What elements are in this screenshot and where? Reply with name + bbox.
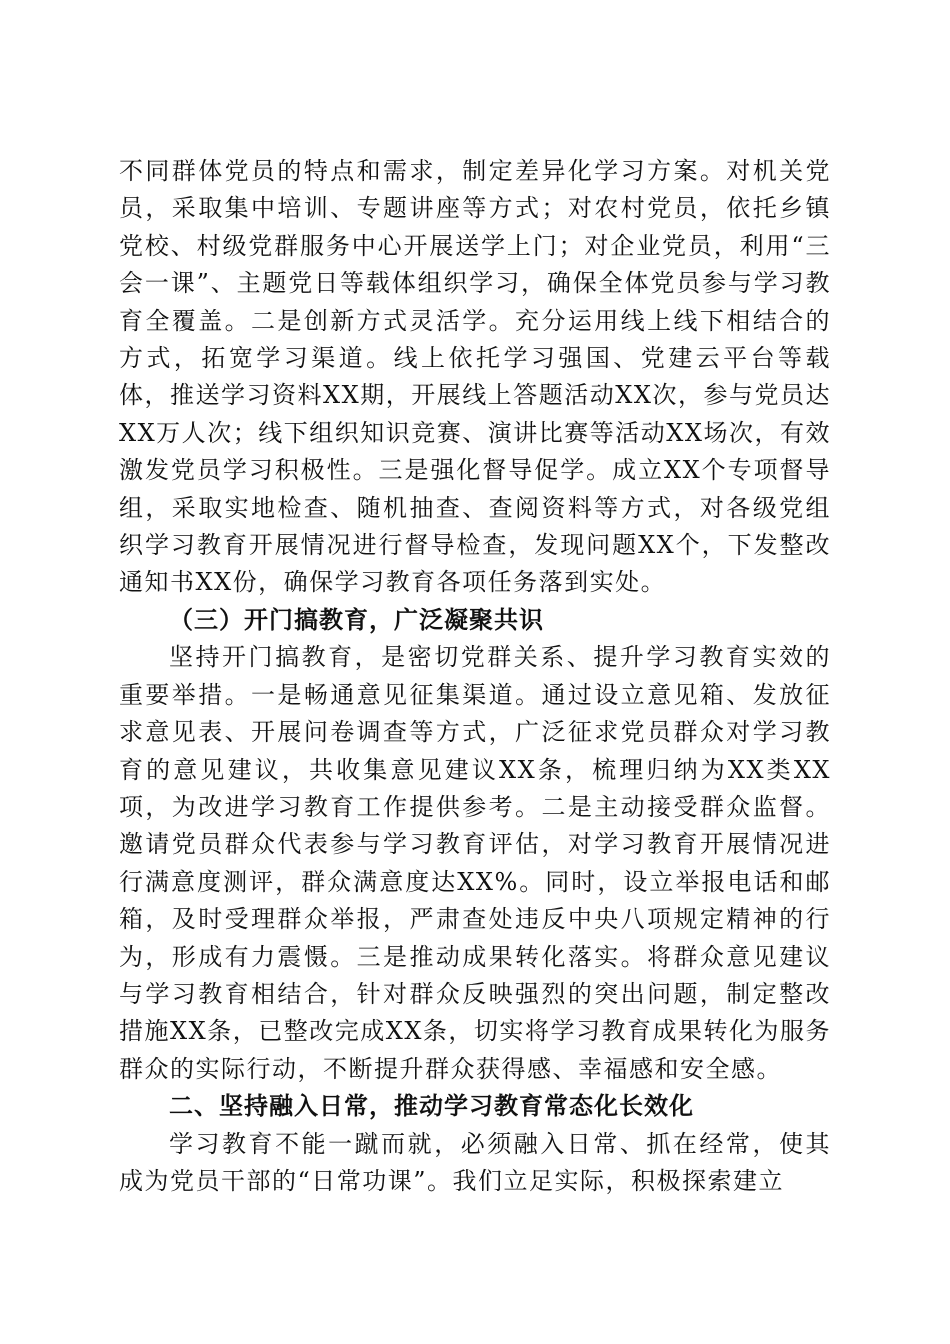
document-page xyxy=(119,153,831,1200)
subsection-3-heading: （三）开门搞教育，广泛凝聚共识 xyxy=(169,605,544,634)
paragraph-continued: 不同群体党员的特点和需求，制定差异化学习方案。对机关党员，采取集中培训、专题讲座等方式；对农村党员，依托乡镇党校、村级党群服务中心开展送学上门；对企业党员，利用“三会一课”、主题党日等载体组织学习，确保全体党员参与学习教育全覆盖。二是创新方式灵活学。充分运用线上线下相结合的方式，拓宽学习渠道。线上依托学习强国、党建云平台等载体，推送学习资料XX期，开展线上答题活动XX次，参与党员达XX万人次；线下组织知识竞赛、演讲比赛等活动XX场次，有效激发党员学习积极性。三是强化督导促学。成立XX个专项督导组，采取实地检查、随机抽查、查阅资料等方式，对各级党组织学习教育开展情况进行督导检查，发现问题XX个，下发整改通知书XX份，确保学习教育各项任务落到实处。 xyxy=(119,157,831,597)
subsection-3-paragraph: 坚持开门搞教育，是密切党群关系、提升学习教育实效的重要举措。一是畅通意见征集渠道。通过设立意见箱、发放征求意见表、开展问卷调查等方式，广泛征求党员群众对学习教育的意见建议，共收集意见建议XX条，梳理归纳为XX类XX项，为改进学习教育工作提供参考。二是主动接受群众监督。邀请党员群众代表参与学习教育评估，对学习教育开展情况进行满意度测评，群众满意度达XX%。同时，设立举报电话和邮箱，及时受理群众举报，严肃查处违反中央八项规定精神的行为，形成有力震慑。三是推动成果转化落实。将群众意见建议与学习教育相结合，针对群众反映强烈的突出问题，制定整改措施XX条，已整改完成XX条，切实将学习教育成果转化为服务群众的实际行动，不断提升群众获得感、幸福感和安全感。 xyxy=(119,643,831,1083)
section-2-heading: 二、坚持融入日常，推动学习教育常态化长效化 xyxy=(169,1092,694,1121)
section-2-paragraph: 学习教育不能一蹴而就，必须融入日常、抓在经常，使其成为党员干部的“日常功课”。我们立足实际，积极探索建立 xyxy=(119,1129,831,1195)
